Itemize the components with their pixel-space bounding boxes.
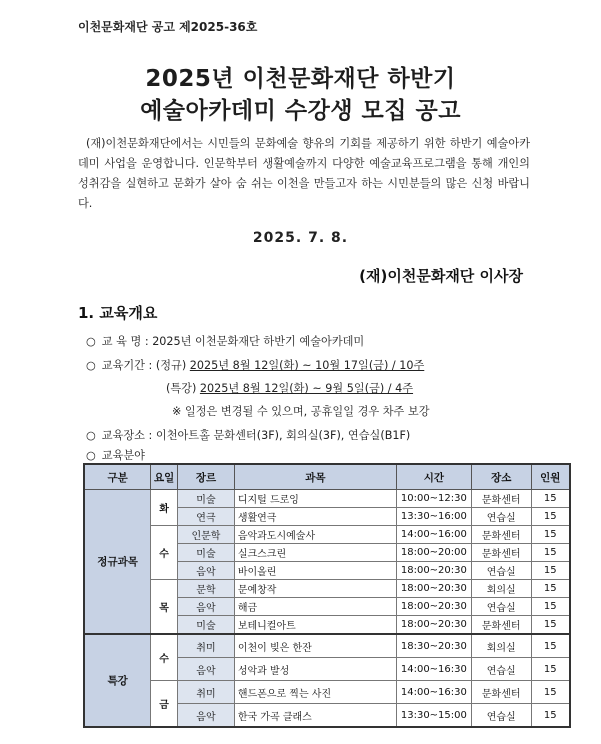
overview-venue xyxy=(86,427,410,443)
cell-genre: 미술 xyxy=(178,544,235,562)
cell-place: 회의실 xyxy=(471,580,531,598)
group-special: 특강 xyxy=(84,634,151,727)
cell-place: 연습실 xyxy=(471,658,531,681)
cell-time: 18:00~20:30 xyxy=(396,562,471,580)
period-regular-tag: (정규) xyxy=(155,359,190,372)
cell-time: 10:00~12:30 xyxy=(396,490,471,508)
cell-genre: 연극 xyxy=(178,508,235,526)
cell-count: 15 xyxy=(531,580,570,598)
bullet-circle-icon: ○ xyxy=(86,359,96,372)
header-place: 장소 xyxy=(471,464,531,490)
table-row xyxy=(84,580,570,598)
bullet-circle-icon: ○ xyxy=(86,429,96,442)
cell-count: 15 xyxy=(531,616,570,635)
period-label: 교육기간 : xyxy=(101,359,156,372)
cell-count: 15 xyxy=(531,490,570,508)
cell-count: 15 xyxy=(531,562,570,580)
issuer: (재)이천문화재단 이사장 xyxy=(359,267,523,285)
cell-time: 13:30~16:00 xyxy=(396,508,471,526)
cell-subject: 실크스크린 xyxy=(234,544,396,562)
cell-subject: 보테니컬아트 xyxy=(234,616,396,635)
cell-place: 문화센터 xyxy=(471,490,531,508)
cell-genre: 음악 xyxy=(178,704,235,728)
cell-subject: 음악과도시예술사 xyxy=(234,526,396,544)
cell-subject: 성악과 발성 xyxy=(234,658,396,681)
cell-subject: 문예창작 xyxy=(234,580,396,598)
cell-place: 문화센터 xyxy=(471,616,531,635)
cell-subject: 한국 가곡 클래스 xyxy=(234,704,396,728)
cell-count: 15 xyxy=(531,508,570,526)
cell-genre: 취미 xyxy=(178,681,235,704)
venue-label: 교육장소 : xyxy=(101,429,156,442)
cell-count: 15 xyxy=(531,544,570,562)
period-regular-value: 2025년 8월 12일(화) ~ 10월 17일(금) / 10주 xyxy=(189,359,425,372)
cell-time: 18:30~20:30 xyxy=(396,634,471,658)
course-name-label: 교 육 명 : xyxy=(101,335,153,348)
cell-time: 13:30~15:00 xyxy=(396,704,471,728)
cell-place: 회의실 xyxy=(471,634,531,658)
header-subject: 과목 xyxy=(234,464,396,490)
header-genre: 장르 xyxy=(178,464,235,490)
table-row xyxy=(84,490,570,508)
period-special-value: 2025년 8월 12일(화) ~ 9월 5일(금) / 4주 xyxy=(199,382,414,395)
intro-paragraph: (재)이천문화재단에서는 시민들의 문화예술 향유의 기회를 제공하기 위한 하반기 예술아카데미 사업을 운영합니다. 인문학부터 생활예술까지 다양한 예술교육프로그램을 통해 개인의 성취감을 실현하고 문화가 살아 숨 쉬는 이천을 만들고자 하는 시민분들의 많은 신청 바랍니다. xyxy=(78,137,530,210)
overview-course-name xyxy=(86,333,364,349)
cell-time: 18:00~20:30 xyxy=(396,598,471,616)
overview-period xyxy=(86,357,424,373)
cell-count: 15 xyxy=(531,634,570,658)
cell-genre: 문학 xyxy=(178,580,235,598)
notice-number: 이천문화재단 공고 제2025-36호 xyxy=(78,20,258,34)
day-fri: 금 xyxy=(151,681,178,728)
cell-count: 15 xyxy=(531,658,570,681)
cell-time: 14:00~16:00 xyxy=(396,526,471,544)
day-wed: 수 xyxy=(151,526,178,580)
cell-count: 15 xyxy=(531,704,570,728)
cell-genre: 음악 xyxy=(178,658,235,681)
cell-place: 연습실 xyxy=(471,598,531,616)
cell-subject: 디지털 드로잉 xyxy=(234,490,396,508)
day-thu: 목 xyxy=(151,580,178,635)
page-title-line1: 2025년 이천문화재단 하반기 xyxy=(145,66,456,92)
cell-genre: 음악 xyxy=(178,562,235,580)
period-note: ※ 일정은 변경될 수 있으며, 공휴일일 경우 차주 보강 xyxy=(172,405,430,418)
cell-time: 18:00~20:00 xyxy=(396,544,471,562)
cell-subject: 바이올린 xyxy=(234,562,396,580)
cell-place: 연습실 xyxy=(471,562,531,580)
section-title-overview: 1. 교육개요 xyxy=(78,304,158,322)
cell-subject: 생활연극 xyxy=(234,508,396,526)
cell-time: 14:00~16:30 xyxy=(396,681,471,704)
cell-time: 18:00~20:30 xyxy=(396,580,471,598)
period-special-tag: (특강) xyxy=(166,382,200,395)
header-time: 시간 xyxy=(396,464,471,490)
cell-count: 15 xyxy=(531,526,570,544)
cell-genre: 미술 xyxy=(178,616,235,635)
cell-place: 문화센터 xyxy=(471,544,531,562)
header-count: 인원 xyxy=(531,464,570,490)
cell-subject: 핸드폰으로 찍는 사진 xyxy=(234,681,396,704)
cell-genre: 미술 xyxy=(178,490,235,508)
cell-place: 문화센터 xyxy=(471,526,531,544)
cell-place: 연습실 xyxy=(471,508,531,526)
cell-genre: 취미 xyxy=(178,634,235,658)
venue-value: 이천아트홀 문화센터(3F), 회의실(3F), 연습실(B1F) xyxy=(155,429,411,442)
group-regular: 정규과목 xyxy=(84,490,151,635)
cell-time: 14:00~16:30 xyxy=(396,658,471,681)
cell-genre: 음악 xyxy=(178,598,235,616)
day-wed-special: 수 xyxy=(151,634,178,681)
overview-field xyxy=(86,447,145,463)
header-category: 구분 xyxy=(84,464,151,490)
day-tue: 화 xyxy=(151,490,178,526)
cell-place: 문화센터 xyxy=(471,681,531,704)
cell-subject: 이천이 빚은 한잔 xyxy=(234,634,396,658)
header-day: 요일 xyxy=(151,464,178,490)
cell-time: 18:00~20:30 xyxy=(396,616,471,635)
table-row xyxy=(84,526,570,544)
page-title-line2: 예술아카데미 수강생 모집 공고 xyxy=(140,98,461,124)
cell-subject: 해금 xyxy=(234,598,396,616)
table-header-row xyxy=(84,464,570,490)
schedule-table xyxy=(83,463,571,728)
table-row xyxy=(84,681,570,704)
cell-count: 15 xyxy=(531,598,570,616)
notice-date: 2025. 7. 8. xyxy=(252,230,349,246)
course-name-value: 2025년 이천문화재단 하반기 예술아카데미 xyxy=(152,335,365,348)
cell-genre: 인문학 xyxy=(178,526,235,544)
bullet-circle-icon: ○ xyxy=(86,335,96,348)
field-label: 교육분야 xyxy=(101,449,145,462)
table-row xyxy=(84,634,570,658)
bullet-circle-icon: ○ xyxy=(86,449,96,462)
overview-period-special xyxy=(166,380,413,396)
cell-place: 연습실 xyxy=(471,704,531,728)
cell-count: 15 xyxy=(531,681,570,704)
